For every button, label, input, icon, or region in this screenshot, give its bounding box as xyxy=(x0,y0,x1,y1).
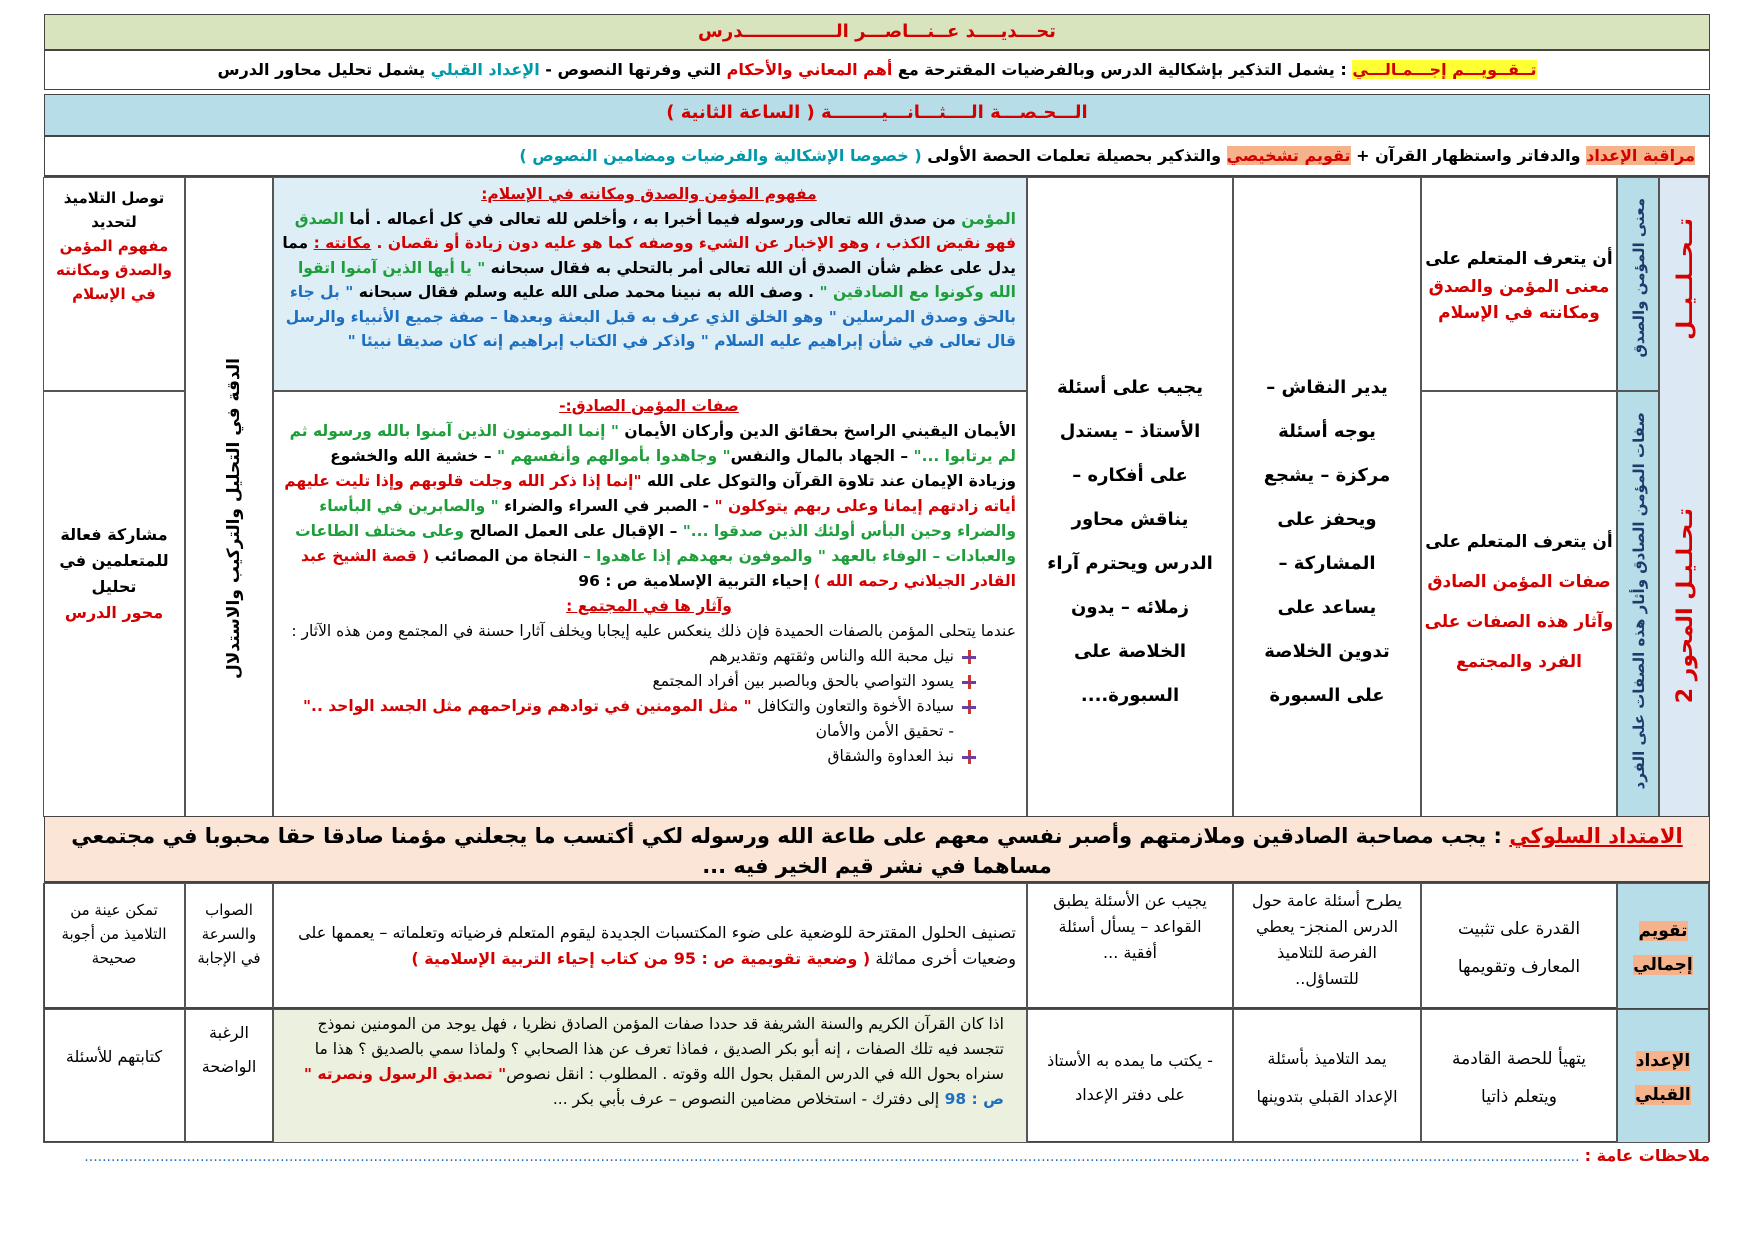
plus-bullet-icon xyxy=(962,675,976,689)
eval-row xyxy=(44,882,1710,1008)
footer-notes xyxy=(70,1146,1710,1174)
prep-outcome-cell: كتابتهم للأسئلة xyxy=(43,1009,185,1143)
eval-summary-text: تــقــويـــم إجـــمـالـــي : يشمل التذكير بإشكالية الدرس وبالفرضيات المقترحة مع أهم المعاني والأحكام التي وفرتها النصوص - الإعداد القبلي يشمل تحليل محاور الدرس xyxy=(217,60,1537,79)
content-cell-2: صفات المؤمن الصادق:- الأيمان اليقيني الراسخ بحقائق الدين وأركان الأيمان " إنما المومنون الذين آمنوا بالله ورسوله ثم لم يرتابوا ..." – الجهاد بالمال والنفس" وجاهدوا بأموالهم وأنفسهم " – خشية الله والخشوع وزيادة الإيمان عند تلاوة القرآن والتوكل على الله "إنما إذا ذكر الله وجلت قلوبهم وإذا تليت عليهم أياته زادتهم إيمانا وعلى ربهم يتوكلون " - الصبر في السراء والضراء " والصابرين في البأساء والضراء وحين البأس أولئك الذين صدقوا ..." – الإقبال على العمل الصالح وعلى مختلف الطاعات والعبادات – الوفاء بالعهد " والموفون بعهدهم إذا عاهدوا – النجاة من المصائب ( قصة الشيخ عبد القادر الجيلاني رحمه الله ) إحياء التربية الإسلامية ص : 96 وآثار ها في المجتمع : عندما يتحلى المؤمن بالصفات الحميدة فإن ذلك ينعكس عليه إيجابا ويخلف آثارا حسنة في المجتمع ومن هذه الآثار : نيل محبة الله والناس وثقتهم وتقديرهم يسود التواصي بالحق وبالصبر بين أفراد المجتمع سيادة الأخوة والتعاون والتكافل " مثل المومنين في توادهم وتراحمهم مثل الجسد الواحد .." - تحقيق الأمن والأمان نبذ العداوة والشقاق xyxy=(273,391,1027,817)
teacher-activity-cell xyxy=(1233,177,1421,817)
list-item: نيل محبة الله والناس وثقتهم وتقديرهم xyxy=(282,644,976,669)
plus-bullet-icon xyxy=(962,650,976,664)
session-title-row xyxy=(44,94,1710,136)
list-item: سيادة الأخوة والتعاون والتكافل " مثل المومنين في توادهم وتراحمهم مثل الجسد الواحد .." xyxy=(282,694,976,719)
notes-label: ملاحظات عامة : xyxy=(1584,1146,1710,1165)
page-title: تحـــديــــد عــنـــاصـــر الـــــــــــــــدرس xyxy=(698,21,1056,42)
prep-student-cell: - يكتب ما يمده به الأستاذ على دفتر الإعداد xyxy=(1027,1009,1233,1143)
teacher-activity-text: يدير النقاش – يوجه أسئلة مركزة – يشجع ويحفز على المشاركة – يساعد على تدوين الخلاصة على السبورة xyxy=(1263,377,1391,706)
concept-title: مفهوم المؤمن والصدق ومكانته في الإسلام: xyxy=(481,185,817,203)
prep-row xyxy=(44,1008,1710,1142)
monitor-text: مراقبة الإعداد والدفاتر واستظهار القرآن + تقويم تشخيصي والتذكير بحصيلة تعلمات الحصة الأولى ( خصوصا الإشكالية والفرضيات ومضامين النصوص ) xyxy=(519,146,1695,165)
eval-label-cell: تقويم إجمالي xyxy=(1617,883,1709,1009)
list-item: يسود التواصي بالحق وبالصبر بين أفراد المجتمع xyxy=(282,669,976,694)
eval-outcome-cell: تمكن عينة من التلاميذ من أجوبة صحيحة xyxy=(43,883,185,1009)
prep-goal-cell: يتهيأ للحصة القادمة ويتعلم ذاتيا xyxy=(1421,1009,1617,1143)
axis-col-2 xyxy=(1617,391,1659,817)
axis-col-1 xyxy=(1617,177,1659,391)
behavior-text: الامتداد السلوكي : يجب مصاحبة الصادقين وملازمتهم وأصبر نفسي معهم على طاعة الله ورسوله لكي أكتسب ما يجعلني مؤمنا صادقا حقا محبوبا في مجتمعي مساهما في نشر قيم الخير فيه ... xyxy=(71,824,1683,878)
traits-title: صفات المؤمن الصادق:- xyxy=(559,397,739,415)
list-item: - تحقيق الأمن والأمان xyxy=(815,722,954,740)
effects-title: وآثار ها في المجتمع : xyxy=(566,597,732,615)
eval-teacher-cell: يطرح أسئلة عامة حول الدرس المنجز- يعطي الفرصة للتلاميذ للتساؤل.. xyxy=(1233,883,1421,1009)
student-activity-cell xyxy=(1027,177,1233,817)
goal-cell-1: أن يتعرف المتعلم على معنى المؤمن والصدق ومكانته في الإسلام xyxy=(1421,177,1617,391)
analysis-label: تــحــلــيــل xyxy=(1673,218,1698,340)
outcome-cell-1: توصل التلاميذ لتحديد مفهوم المؤمن والصدق ومكانته في الإسلام xyxy=(43,177,185,391)
eval-summary-row xyxy=(44,50,1710,90)
criteria-cell xyxy=(185,177,273,817)
plus-bullet-icon xyxy=(962,700,976,714)
student-activity-text: يجيب على أسئلة الأستاذ – يستدل على أفكاره – يناقش محاور الدرس ويحترم آراء زملائه – يدون الخلاصة على السبورة.... xyxy=(1047,377,1213,706)
axis-label-1: معنى المؤمن والصدق xyxy=(1630,198,1648,358)
prep-label-cell: الإعداد القبلي xyxy=(1617,1009,1709,1143)
prep-criteria-cell: الرغبة الواضحة xyxy=(185,1009,273,1143)
axis-label-2: صفات المؤمن الصادق وأثار هذه الصفات على الفرد xyxy=(1630,412,1648,790)
prep-teacher-cell: يمد التلاميذ بأسئلة الإعداد القبلي بتدوينها xyxy=(1233,1009,1421,1143)
monitor-row xyxy=(44,136,1710,176)
list-item: نبذ العداوة والشقاق xyxy=(282,744,976,769)
eval-label: تــقــويـــم إجـــمـالـــي xyxy=(1352,60,1537,79)
eval-student-cell: يجيب عن الأسئلة يطبق القواعد – يسأل أسئلة أفقية ... xyxy=(1027,883,1233,1009)
title-bar xyxy=(44,14,1710,50)
analysis-table xyxy=(44,176,1710,816)
eval-goal-cell: القدرة على تثبيت المعارف وتقويمها xyxy=(1421,883,1617,1009)
criteria-text: الدقة في التحليل والتركيب والاستدلال xyxy=(224,358,244,679)
behavior-row xyxy=(44,816,1710,882)
goal-cell-2: أن يتعرف المتعلم على صفات المؤمن الصادق وآثار هذه الصفات على الفرد والمجتمع xyxy=(1421,391,1617,817)
analysis-bracket-col xyxy=(1659,177,1709,817)
content-cell-1: مفهوم المؤمن والصدق ومكانته في الإسلام: المؤمن من صدق الله تعالى ورسوله فيما أخبرا به ، وأخلص لله تعالى في كل أعماله . أما الصدق فهو نقيض الكذب ، وهو الإخبار عن الشيء ووصفه كما هو عليه دون زيادة أو نقصان . مكانته : مما يدل على عظم شأن الصدق أن الله تعالى أمر بالتحلي به فقال سبحانه " يا أيها الذين آمنوا اتقوا الله وكونوا مع الصادقين " . وصف الله به نبينا محمد صلى الله عليه وسلم فقال سبحانه " بل جاء بالحق وصدق المرسلين " وهو الخلق الذي عرف به قبل البعثة وبعدها – صفة جميع الأنبياء والرسل قال تعالى في شأن إبراهيم عليه السلام " واذكر في الكتاب إبراهيم إنه كان صديقا نبيئا " xyxy=(273,177,1027,391)
eval-content-cell: تصنيف الحلول المقترحة للوضعية على ضوء المكتسبات الجديدة ليقوم المتعلم فرضياته وتعلماته – يعممها على وضعيات أخرى مماثلة ( وضعية تقويمية ص : 95 من كتاب إحياء التربية الإسلامية ) xyxy=(273,883,1027,1009)
notes-dots: ................................................................................................................................................................................................................................................................................................................................................ xyxy=(84,1149,1580,1165)
session-title: الـــحـصـــة الــــثـــانـــيــــــــة ( الساعة الثانية ) xyxy=(666,102,1088,123)
prep-content-cell: اذا كان القرآن الكريم والسنة الشريفة قد حددا صفات المؤمن الصادق نظريا ، فهل يوجد من المومنين نموذج تتجسد فيه تلك الصفات ، إنه أبو بكر الصديق ، فماذا تعرف عن هذا الصحابي ؟ ولماذا سمي بالصديق ؟ هذا ما سنراه بحول الله في الدرس المقبل بحول الله وقوته . المطلوب : انقل نصوص" تصديق الرسول ونصرته " ص : 98 إلى دفترك - استخلاص مضامين النصوص – عرف بأبي بكر ... xyxy=(273,1009,1027,1143)
axis2-label: تـحـلـيـل المحور 2 xyxy=(1673,508,1698,704)
plus-bullet-icon xyxy=(962,750,976,764)
eval-criteria-cell: الصواب والسرعة في الإجابة xyxy=(185,883,273,1009)
outcome-cell-2: مشاركة فعالة للمتعلمين في تحليل محور الدرس xyxy=(43,391,185,817)
